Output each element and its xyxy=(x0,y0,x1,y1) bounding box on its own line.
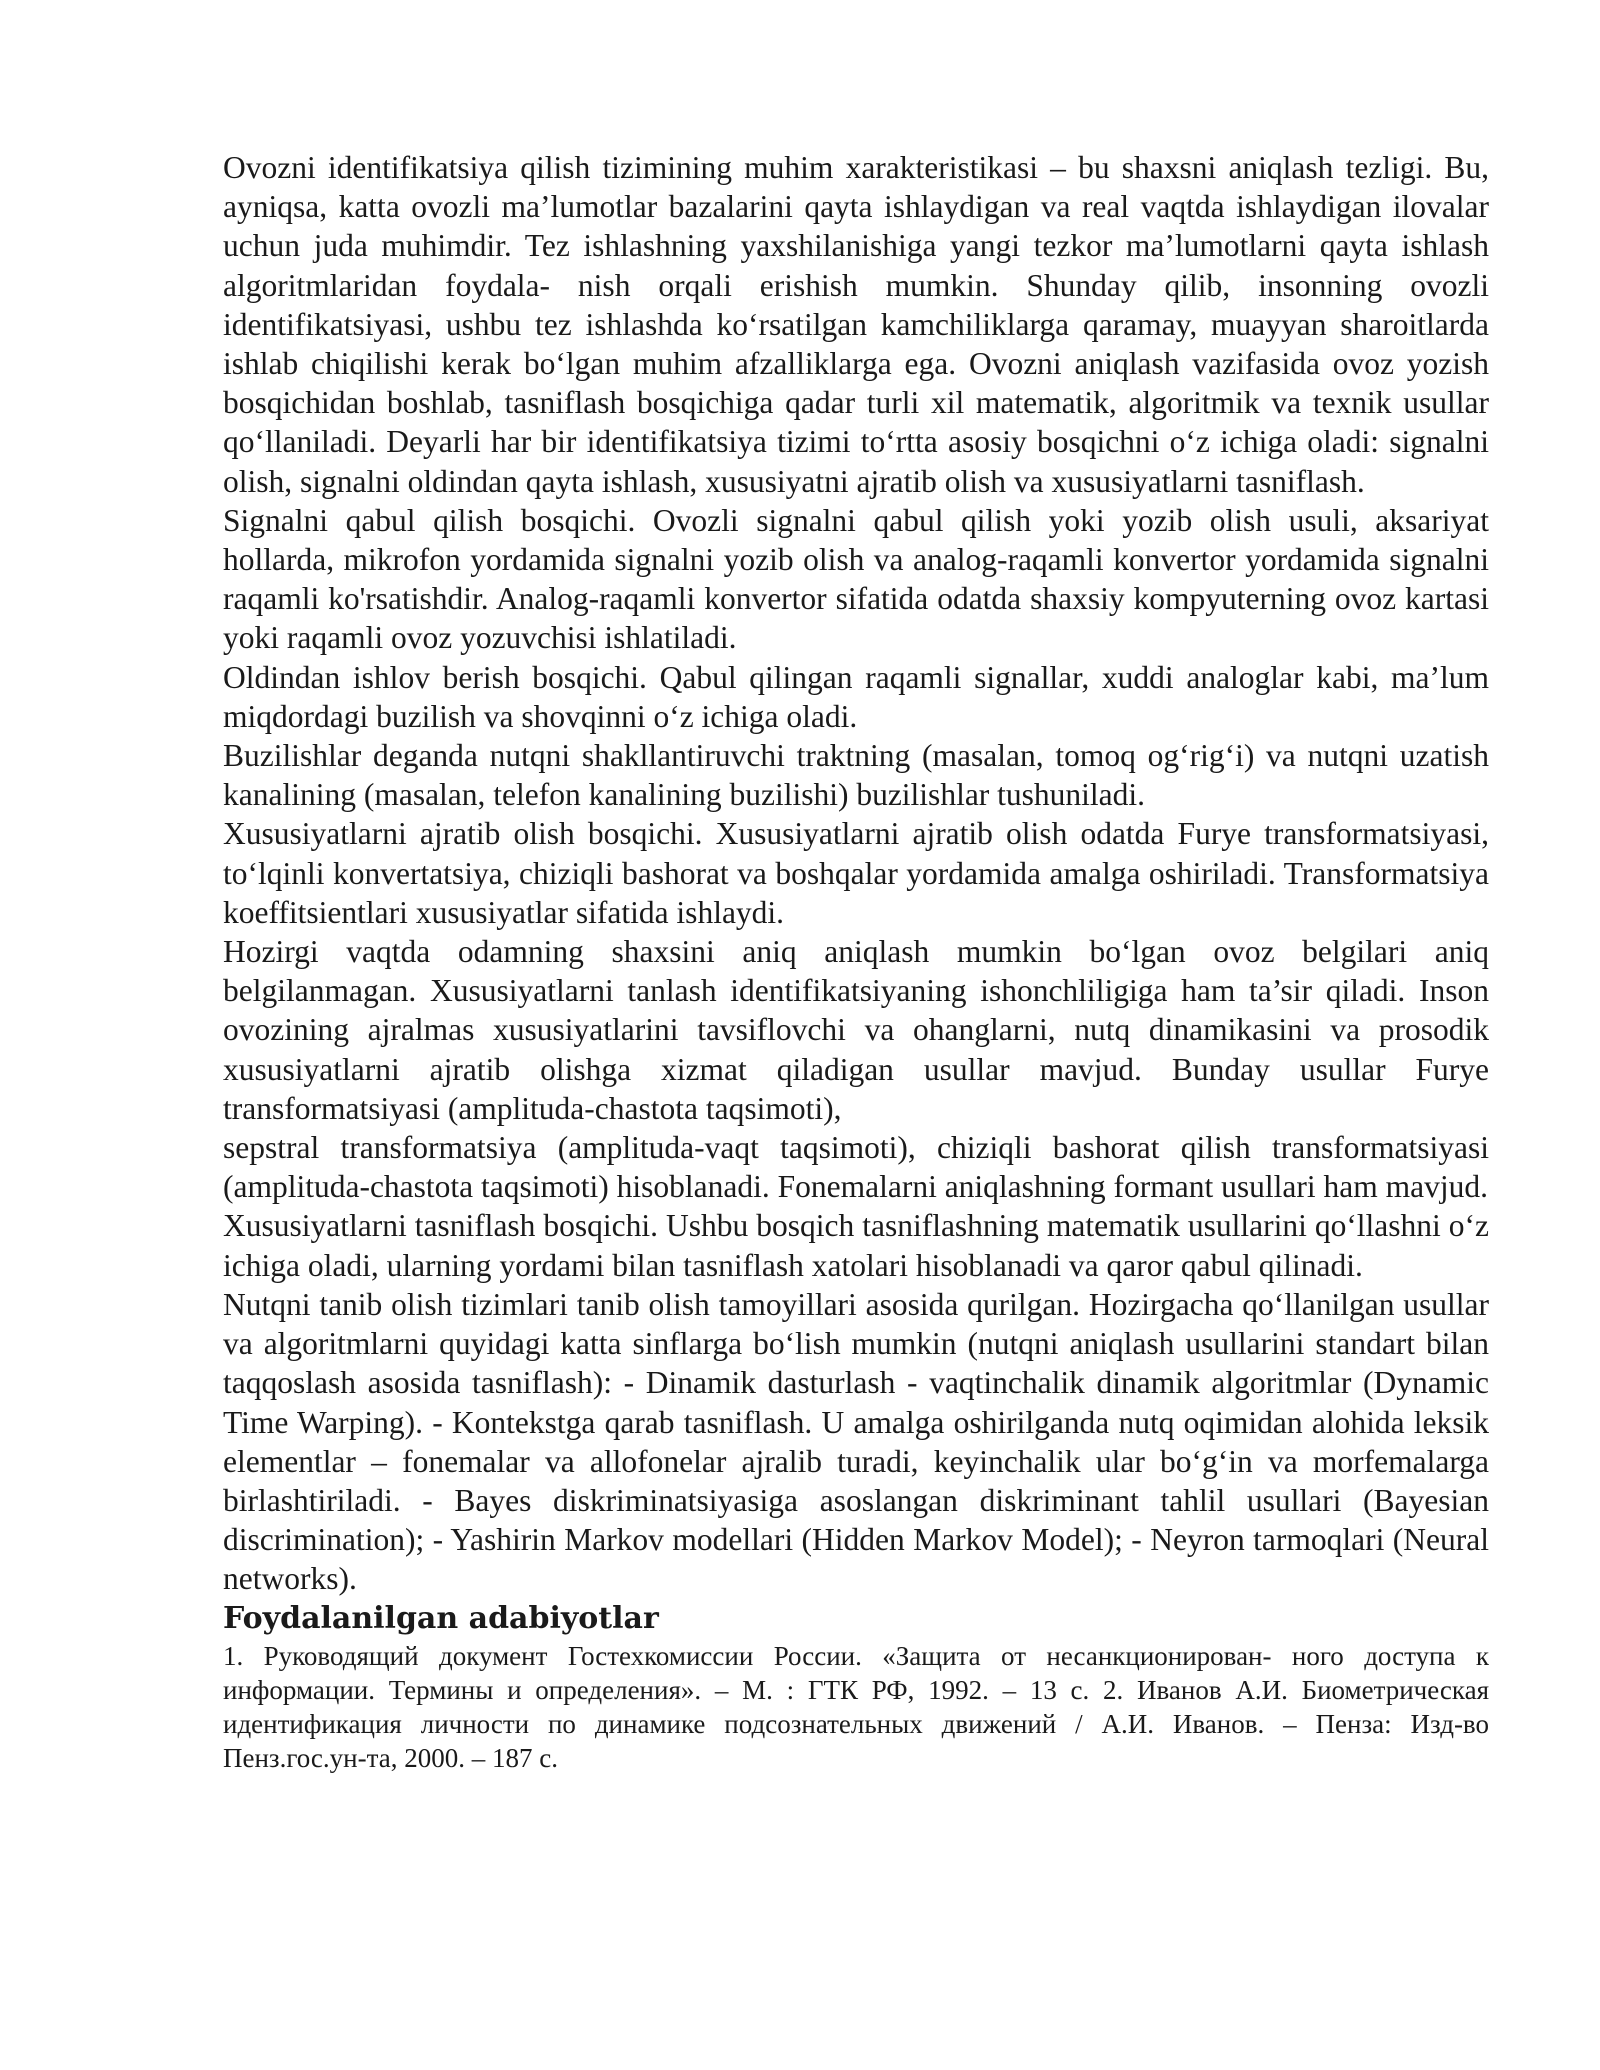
references-list: 1. Руководящий документ Гостехкомиссии России. «Защита от несанкционирован- ного доступа к информации. Термины и определения». – М. : ГТК РФ, 1992. – 13 с. 2. Иванов А.И. Биометрическая идентификация личности по динамике подсознательных движений / А.И. Иванов. – Пенза: Изд-во Пенз.гос.ун-та, 2000. – 187 с. xyxy=(223,1640,1489,1773)
references-heading: Foydalanilgan adabiyotlar xyxy=(223,1600,659,1636)
paragraph-feature-extraction: Xususiyatlarni ajratib olish bosqichi. Xususiyatlarni ajratib olish odatda Furye transformatsiyasi, toʻlqinli konvertatsiya, chiziqli bashorat va boshqalar yordamida amalga oshiriladi. Transformatsiya koeffitsientlari xususiyatlar sifatida ishlaydi. xyxy=(223,816,1489,930)
paragraph-recognition-methods: Nutqni tanib olish tizimlari tanib olish tamoyillari asosida qurilgan. Hozirgacha qoʻllanilgan usullar va algoritmlarni quyidagi katta sinflarga boʻlish mumkin (nutqni aniqlash usullarini standart bilan taqqoslash asosida tasniflash): - Dinamik dasturlash - vaqtinchalik dinamik algoritmlar (Dynamic Time Warping). - Kontekstga qarab tasniflash. U amalga oshirilganda nutq oqimidan alohida leksik elementlar – fonemalar va allofonelar ajralib turadi, keyinchalik ular boʻgʻin va morfemalarga birlashtiriladi. - Bayes diskriminatsiyasiga asoslangan diskriminant tahlil usullari (Bayesian discrimination); - Yashirin Markov modellari (Hidden Markov Model); - Neyron tarmoqlari (Neural networks). xyxy=(223,1286,1489,1597)
document-page xyxy=(223,148,1489,1775)
paragraph-cepstral-transform: sepstral transformatsiya (amplituda-vaqt taqsimoti), chiziqli bashorat qilish transformatsiyasi (amplituda-chastota taqsimoti) hisoblanadi. Fonemalarni aniqlashning formant usullari ham mavjud. xyxy=(223,1130,1489,1205)
paragraph-voice-identification-speed: Ovozni identifikatsiya qilish tizimining muhim xarakteristikasi – bu shaxsni aniqlash tezligi. Bu, ayniqsa, katta ovozli ma’lumotlar bazalarini qayta ishlaydigan va real vaqtda ishlaydigan ilovalar uchun juda muhimdir. Tez ishlashning yaxshilanishiga yangi tezkor ma’lumotlarni qayta ishlash algoritmlaridan foydala- nish orqali erishish mumkin. Shunday qilib, insonning ovozli identifikatsiyasi, ushbu tez ishlashda koʻrsatilgan kamchiliklarga qaramay, muayyan sharoitlarda ishlab chiqilishi kerak boʻlgan muhim afzalliklarga ega. Ovozni aniqlash vazifasida ovoz yozish bosqichidan boshlab, tasniflash bosqichiga qadar turli xil matematik, algoritmik va texnik usullar qoʻllaniladi. Deyarli har bir identifikatsiya tizimi toʻrtta asosiy bosqichni oʻz ichiga oladi: signalni olish, signalni oldindan qayta ishlash, xususiyatni ajratib olish va xususiyatlarni tasniflash. xyxy=(223,150,1489,499)
paragraph-preprocessing: Oldindan ishlov berish bosqichi. Qabul qilingan raqamli signallar, xuddi analoglar kabi, ma’lum miqdordagi buzilish va shovqinni oʻz ichiga oladi. xyxy=(223,659,1489,734)
paragraph-signal-acquisition: Signalni qabul qilish bosqichi. Ovozli signalni qabul qilish yoki yozib olish usuli, aksariyat hollarda, mikrofon yordamida signalni yozib olish va analog-raqamli konvertor yordamida signalni raqamli ko'rsatishdir. Analog-raqamli konvertor sifatida odatda shaxsiy kompyuterning ovoz kartasi yoki raqamli ovoz yozuvchisi ishlatiladi. xyxy=(223,502,1489,656)
paragraph-distortions: Buzilishlar deganda nutqni shakllantiruvchi traktning (masalan, tomoq ogʻrigʻi) va nutqni uzatish kanalining (masalan, telefon kanalining buzilishi) buzilishlar tushuniladi. xyxy=(223,738,1489,813)
paragraph-feature-classification: Xususiyatlarni tasniflash bosqichi. Ushbu bosqich tasniflashning matematik usullarini qoʻllashni oʻz ichiga oladi, ularning yordami bilan tasniflash xatolari hisoblanadi va qaror qabul qilinadi. xyxy=(223,1208,1489,1283)
paragraph-voice-features: Hozirgi vaqtda odamning shaxsini aniq aniqlash mumkin boʻlgan ovoz belgilari aniq belgilanmagan. Xususiyatlarni tanlash identifikatsiyaning ishonchliligiga ham ta’sir qiladi. Inson ovozining ajralmas xususiyatlarini tavsiflovchi va ohanglarni, nutq dinamikasini va prosodik xususiyatlarni ajratib olishga xizmat qiladigan usullar mavjud. Bunday usullar Furye transformatsiyasi (amplituda-chastota taqsimoti), xyxy=(223,934,1489,1126)
